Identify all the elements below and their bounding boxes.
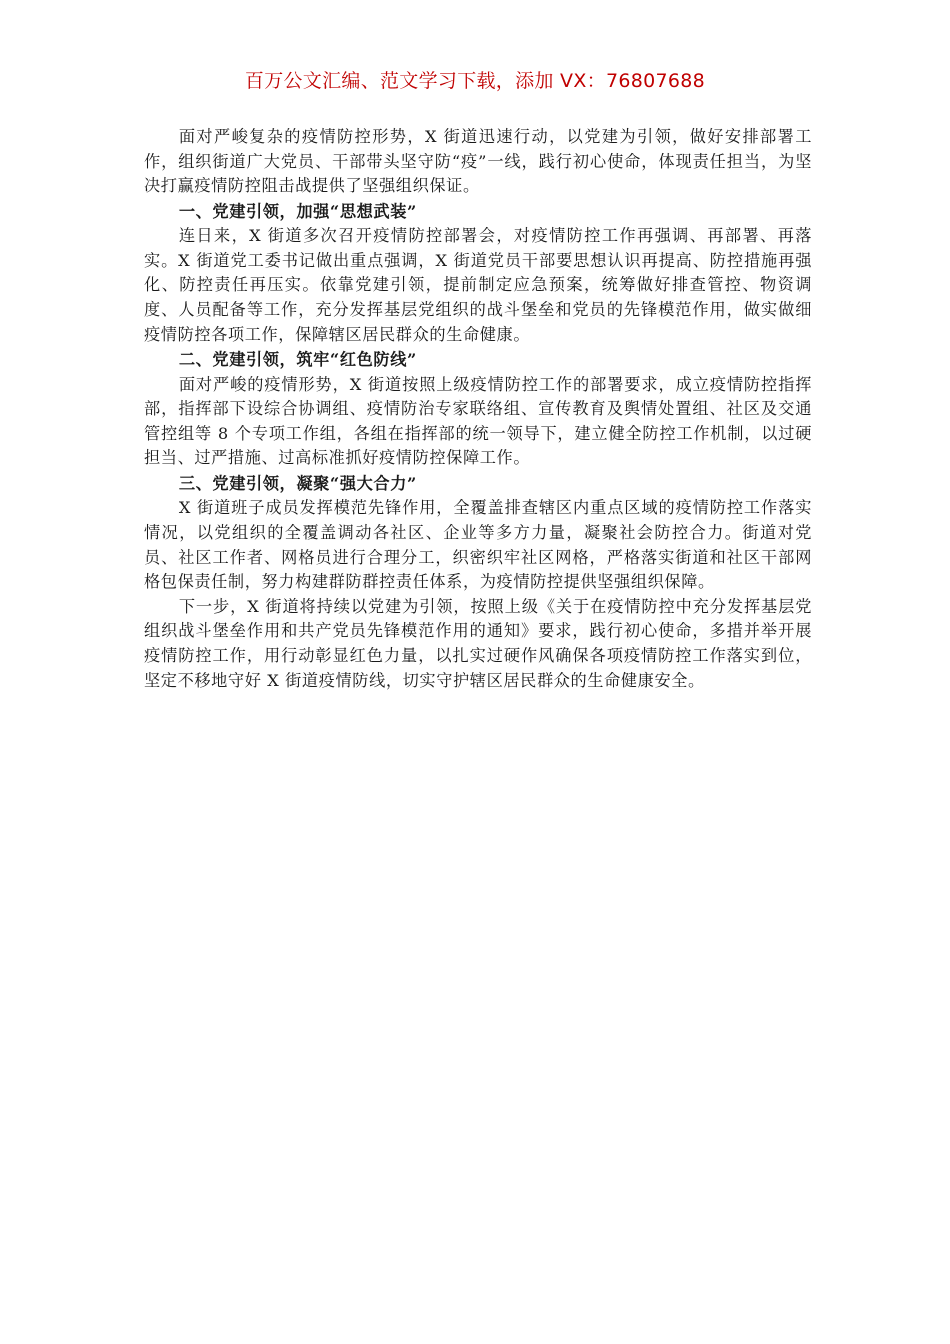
- section-body-3: X 街道班子成员发挥模范先锋作用，全覆盖排查辖区内重点区域的疫情防控工作落实情况，以党组织的全覆盖调动各社区、企业等多方力量，凝聚社会防控合力。街道对党员、社区工作者、网格员进行合理分工，织密织牢社区网格，严格落实街道和社区干部网格包保责任制，努力构建群防群控责任体系，为疫情防控提供坚强组织保障。: [144, 498, 812, 592]
- intro-paragraph: 面对严峻复杂的疫情防控形势，X 街道迅速行动，以党建为引领，做好安排部署工作，组织街道广大党员、干部带头坚守防“疫”一线，践行初心使命，体现责任担当，为坚决打赢疫情防控阻击战提供了坚强组织保证。: [144, 127, 812, 196]
- section-body-1: 连日来，X 街道多次召开疫情防控部署会，对疫情防控工作再强调、再部署、再落实。X 街道党工委书记做出重点强调，X 街道党员干部要思想认识再提高、防控措施再强化、防控责任再压实。依靠党建引领，提前制定应急预案，统筹做好排查管控、物资调度、人员配备等工作，充分发挥基层党组织的战斗堡垒和党员的先锋模范作用，做实做细疫情防控各项工作，保障辖区居民群众的生命健康。: [144, 226, 812, 344]
- article-body: [144, 125, 812, 693]
- section-heading-1: 一、党建引领，加强“思想武装”: [178, 201, 417, 221]
- header-banner: 百万公文汇编、范文学习下载，添加 VX：76807688: [244, 70, 706, 92]
- section-heading-2: 二、党建引领，筑牢“红色防线”: [178, 350, 417, 370]
- section-body-2: 面对严峻的疫情形势，X 街道按照上级疫情防控工作的部署要求，成立疫情防控指挥部，指挥部下设综合协调组、疫情防治专家联络组、宣传教育及舆情处置组、社区及交通管控组等 8 个专项工作组，各组在指挥部的统一领导下，建立健全防控工作机制，以过硬担当、过严措施、过高标准抓好疫情防控保障工作。: [144, 374, 812, 468]
- conclusion-paragraph: 下一步，X 街道将持续以党建为引领，按照上级《关于在疫情防控中充分发挥基层党组织战斗堡垒作用和共产党员先锋模范作用的通知》要求，践行初心使命，多措并举开展疫情防控工作，用行动彰显红色力量，以扎实过硬作风确保各项疫情防控工作落实到位，坚定不移地守好 X 街道疫情防线，切实守护辖区居民群众的生命健康安全。: [144, 596, 812, 690]
- section-heading-3: 三、党建引领，凝聚“强大合力”: [178, 473, 417, 493]
